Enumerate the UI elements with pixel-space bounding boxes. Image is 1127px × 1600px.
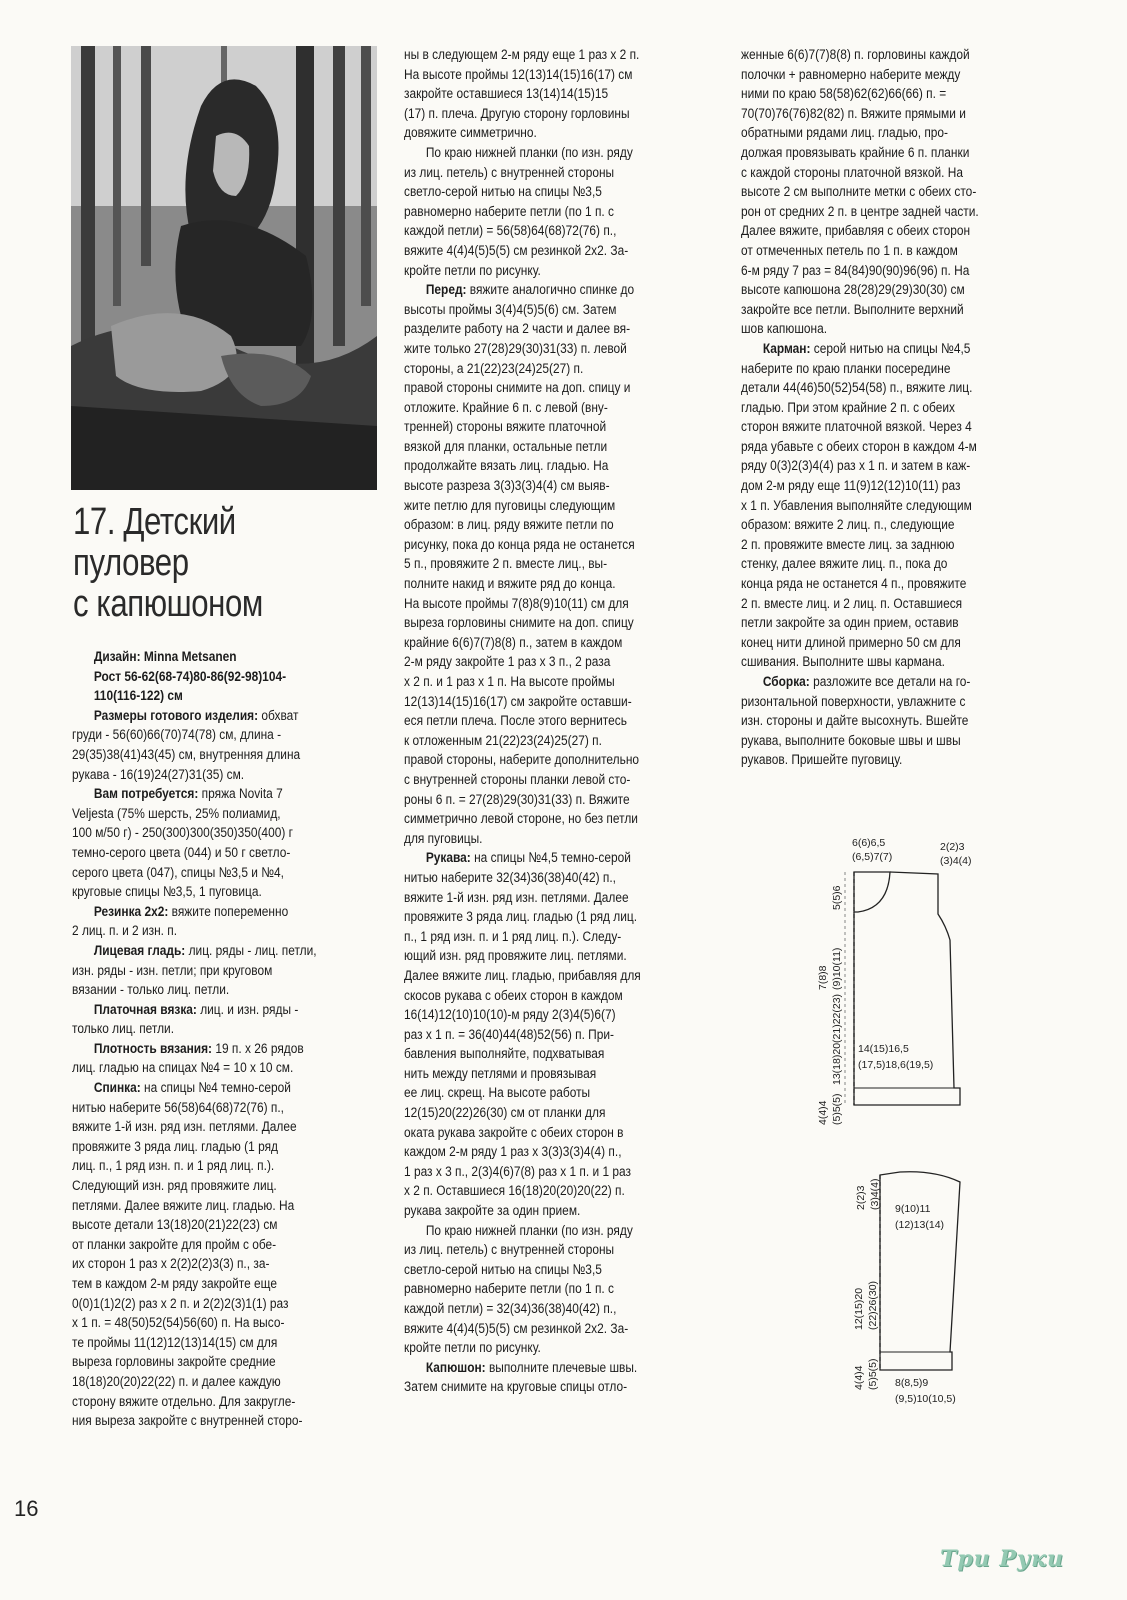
title-line-2: пуловер: [73, 542, 189, 584]
text-line: кройте петли по рисунку.: [404, 1340, 541, 1357]
text-line: от планки закройте для пройм с обе-: [72, 1236, 277, 1253]
text-line: к отложенным 21(22)23(24)25(27) п.: [404, 732, 602, 749]
text-line: закройте оставшиеся 13(14)14(15)15: [404, 86, 609, 103]
text-line: их сторон 1 раз х 2(2)2(2)3(3) п., за-: [72, 1256, 270, 1273]
sleeve-cap-label: 2(2)3: [855, 1185, 867, 1210]
article-title: [73, 502, 373, 625]
text-line: оката рукава закройте с обеих сторон в: [404, 1124, 624, 1141]
text-line: рукава - 16(19)24(27)31(35) см.: [72, 766, 245, 783]
text-line: от отмеченных петель по 1 п. в каждом: [741, 242, 958, 259]
text-line: те проймы 11(12)12(13)14(15) см для: [72, 1334, 278, 1351]
text-line: жите только 27(28)29(30)31(33) п. левой: [404, 340, 627, 357]
text-line: Дизайн: Minna Metsanen: [93, 649, 237, 665]
text-line: роны 6 п. = 27(28)29(30)31(33) п. Вяжите: [404, 791, 630, 808]
text-line: высоте детали 13(18)20(21)22(23) см: [72, 1217, 278, 1234]
text-line: Veljesta (75% шерсть, 25% полиамид,: [72, 805, 281, 822]
text-line: 12(15)20(22)26(30) см от планки для: [404, 1105, 606, 1122]
section-text: выполните плечевые швы.: [485, 1359, 638, 1376]
text-line: тем в каждом 2-м ряду закройте еще: [72, 1276, 277, 1292]
text-line: круговые спицы №3,5, 1 пуговица.: [72, 884, 262, 901]
section-text: обхват: [258, 707, 299, 724]
sleeve-rib-label-2: (5)5(5): [867, 1358, 879, 1390]
text-line: х 2 п. и 1 раз х 1 п. На высоте проймы: [404, 674, 615, 690]
text-line: высоте капюшона 28(28)29(29)30(30) см: [741, 282, 965, 299]
text-line: сшивания. Выполните швы кармана.: [741, 654, 945, 671]
text-line: ряду 0(3)2(3)4(4) раз х 1 п. и затем в каж-: [741, 458, 971, 475]
text-line: 2-м ряду закройте 1 раз х 3 п., 2 раза: [404, 654, 611, 671]
text-line: изн. ряды - изн. петли; при круговом: [72, 962, 273, 979]
text-line: 29(35)38(41)43(45) см, внутренняя длина: [72, 746, 301, 763]
text-line: сторону вяжите отдельно. Для закругле-: [72, 1393, 296, 1410]
text-column-2: [404, 46, 709, 1398]
text-line: вяжите 4(4)4(5)5(5) см резинкой 2х2. За-: [404, 1320, 629, 1337]
site-watermark: Три Руки: [940, 1546, 1064, 1572]
text-line: [404, 1359, 709, 1379]
text-line: образом: вяжите 2 лиц. п., следующие: [741, 517, 955, 534]
armhole-label: 7(8)8: [817, 965, 829, 990]
text-line: изн. стороны и дайте высохнуть. Вшейте: [741, 713, 969, 730]
section-text: разложите все детали на го-: [809, 674, 971, 690]
text-line: кройте петли по рисунку.: [404, 262, 541, 279]
text-line: довяжите симметрично.: [404, 125, 537, 142]
text-line: 2 п. вместе лиц. и 2 лиц. п. Оставшиеся: [741, 595, 963, 612]
title-line-1: 17. Детский: [73, 501, 236, 543]
text-line: нитью наберите 32(34)36(38)40(42) п.,: [404, 869, 616, 886]
section-label: Карман:: [762, 340, 811, 357]
text-line: стороны, а 21(22)23(24)25(27) п.: [404, 360, 584, 377]
text-line: дом 2-м ряду еще 11(9)12(12)10(11) раз: [741, 478, 961, 495]
text-line: высоте разреза 3(3)3(3)4(4) см выяв-: [404, 478, 610, 495]
sleeve-rib-label: 4(4)4: [853, 1365, 865, 1390]
text-line: По краю нижней планки (по изн. ряду: [425, 144, 633, 161]
section-label: Вам потребуется:: [93, 786, 199, 803]
text-line: бавления выполняйте, подхватывая: [404, 1046, 605, 1063]
section-text: на спицы №4,5 темно-серой: [470, 850, 631, 867]
body-pattern: [817, 837, 972, 1125]
text-line: каждой петли) = 56(58)64(68)72(76) п.,: [404, 223, 617, 240]
text-line: конца ряда не останется 4 п., провяжите: [741, 576, 967, 593]
section-text: лиц. ряды - лиц. петли,: [185, 942, 317, 959]
width-top-label: 14(15)16,5: [858, 1043, 909, 1055]
text-line: полните накид и вяжите ряд до конца.: [404, 576, 616, 593]
text-line: нитью наберите 56(58)64(68)72(76) п.,: [72, 1099, 284, 1116]
text-line: 70(70)76(76)82(82) п. Вяжите прямыми и: [741, 105, 966, 122]
text-line: [741, 673, 1056, 693]
text-line: вязании - только лиц. петли.: [72, 982, 230, 999]
hooded-child-photo: [71, 46, 377, 490]
neck-top-label: 6(6)6,5: [852, 837, 886, 849]
pattern-diagram: [800, 830, 1000, 1430]
text-line: с внутренней стороны планки левой сто-: [404, 771, 631, 788]
text-line: ны в следующем 2-м ряду еще 1 раз х 2 п.: [404, 47, 640, 63]
section-label: Спинка:: [93, 1080, 141, 1097]
sleeve-top-label: 9(10)11: [895, 1203, 931, 1215]
text-line: правой стороны, наберите дополнительно: [404, 752, 640, 769]
text-line: женные 6(6)7(7)8(8) п. горловины каждой: [741, 47, 970, 63]
text-line: провяжите 3 ряда лиц. гладью (1 ряд лиц.: [404, 909, 638, 926]
section-text: лиц. и изн. ряды -: [196, 1001, 299, 1018]
section-text: пряжа Novita 7: [198, 786, 283, 803]
text-line: нить между петлями и провязывая: [404, 1065, 597, 1082]
shoulder-bottom-label: (3)4(4): [940, 855, 972, 867]
section-label: Платочная вязка:: [93, 1001, 197, 1018]
section-label: Сборка:: [762, 674, 810, 690]
sleeve-cap-label-2: (3)4(4): [869, 1178, 881, 1210]
text-line: серого цвета (047), спицы №3,5 и №4,: [72, 864, 284, 881]
text-line: х 2 п. Оставшиеся 16(18)20(20)20(22) п.: [404, 1183, 625, 1200]
text-line: [741, 340, 1056, 360]
forest-photo-illustration: [71, 46, 377, 490]
text-line: 100 м/50 г) - 250(300)300(350)350(400) г: [72, 825, 293, 842]
text-line: темно-серого цвета (044) и 50 г светло-: [72, 844, 291, 861]
neck-bottom-label: (6,5)7(7): [852, 851, 893, 863]
text-line: равномерно наберите петли (по 1 п. с: [404, 1281, 614, 1298]
text-line: ними по краю 58(58)62(62)66(66) п. =: [741, 86, 947, 103]
text-line: [72, 1079, 379, 1099]
section-label: Резинка 2х2:: [93, 903, 169, 920]
width-bottom-label: (17,5)18,6(19,5): [858, 1059, 934, 1071]
text-line: выреза горловины закройте средние: [72, 1354, 276, 1371]
text-line: груди - 56(60)66(70)74(78) см, длина -: [72, 727, 282, 744]
text-line: раз х 1 п. = 36(40)44(48)52(56) п. При-: [404, 1026, 615, 1043]
text-line: х 1 п. = 48(50)52(54)56(60) п. На высо-: [72, 1315, 285, 1332]
text-line: рукавов. Пришейте пуговицу.: [741, 752, 903, 769]
section-label: Перед:: [425, 282, 467, 299]
text-line: рукава, выполните боковые швы и швы: [741, 732, 961, 749]
text-line: высоте 2 см выполните метки с обеих сто-: [741, 184, 977, 201]
text-line: 2 лиц. п. и 2 изн. п.: [72, 923, 178, 940]
text-line: с каждой стороны платочной вязкой. На: [741, 164, 963, 181]
cuff-width-label-2: (9,5)10(10,5): [895, 1393, 956, 1405]
text-line: По краю нижней планки (по изн. ряду: [425, 1222, 633, 1239]
text-line: наберите по краю планки посередине: [741, 360, 951, 377]
text-line: 18(18)20(20)22(22) п. и далее каждую: [72, 1373, 281, 1390]
section-label: Рукава:: [425, 850, 471, 867]
text-line: продолжайте вязать лиц. гладью. На: [404, 458, 609, 475]
text-line: Далее вяжите лиц. гладью, прибавляя для: [404, 967, 641, 984]
text-line: правой стороны снимите на доп. спицу и: [404, 380, 631, 397]
page-number: 16: [14, 1496, 39, 1521]
sleeve-length-label: 12(15)20: [853, 1287, 865, 1330]
text-line: вяжите 1-й изн. ряд изн. петлями. Далее: [404, 889, 629, 906]
text-line: п., 1 ряд изн. п. и 1 ряд лиц. п.). Следу-: [404, 928, 622, 945]
text-line: [404, 849, 709, 869]
text-line: для пуговицы.: [404, 830, 483, 847]
text-line: шов капюшона.: [741, 321, 828, 338]
text-line: На высоте проймы 7(8)8(9)10(11) см для: [404, 595, 629, 612]
text-line: ния выреза закройте с внутренней сторо-: [72, 1413, 303, 1430]
text-line: каждом 2-м ряду 1 раз х 3(3)3(3)4(4) п.,: [404, 1144, 622, 1161]
text-line: симметрично левой стороне, но без петли: [404, 811, 638, 828]
text-line: выреза горловины снимите на доп. спицу: [404, 615, 634, 632]
neck-depth-label: 5(5)6: [831, 885, 843, 910]
text-line: вязкой для планки, остальные петли: [404, 438, 608, 455]
text-line: светло-серой нитью на спицы №3,5: [404, 184, 602, 201]
text-column-3: [741, 46, 1056, 771]
section-label: Размеры готового изделия:: [93, 707, 259, 724]
text-line: 0(0)1(1)2(2) раз х 2 п. и 2(2)2(3)1(1) раз: [72, 1295, 289, 1312]
section-text: вяжите попеременно: [168, 903, 289, 920]
text-line: провяжите 3 ряда лиц. гладью (1 ряд: [72, 1138, 278, 1155]
shoulder-top-label: 2(2)3: [940, 841, 965, 853]
text-line: еся петли плеча. После этого вернитесь: [404, 713, 627, 730]
text-line: закройте все петли. Выполните верхний: [741, 301, 964, 318]
rib-label-2: (5)5(5): [831, 1093, 843, 1125]
section-label: Лицевая гладь:: [93, 942, 186, 959]
text-line: х 1 п. Убавления выполняйте следующим: [741, 497, 972, 514]
text-line: отложите. Крайние 6 п. с левой (вну-: [404, 399, 608, 416]
body-height-label: 13(18)20(21)22(23): [831, 993, 843, 1085]
text-line: образом: в лиц. ряду вяжите петли по: [404, 517, 614, 534]
section-label: Плотность вязания:: [93, 1040, 213, 1057]
text-line: 6-м ряду 7 раз = 84(84)90(90)96(96) п. На: [741, 262, 970, 279]
text-line: На высоте проймы 12(13)14(15)16(17) см: [404, 66, 633, 83]
text-line: из лиц. петель) с внутренней стороны: [404, 1242, 615, 1259]
section-text: на спицы №4 темно-серой: [140, 1080, 291, 1097]
sleeve-top-label-2: (12)13(14): [895, 1219, 945, 1231]
text-line: Следующий изн. ряд провяжите лиц.: [72, 1178, 277, 1195]
text-line: 1 раз х 3 п., 2(3)4(6)7(8) раз х 1 п. и 1 раз: [404, 1163, 631, 1180]
section-text: вяжите аналогично спинке до: [466, 282, 635, 299]
text-line: каждой петли) = 32(34)36(38)40(42) п.,: [404, 1301, 617, 1317]
text-line: из лиц. петель) с внутренней стороны: [404, 164, 615, 181]
section-text: 19 п. х 26 рядов: [212, 1040, 304, 1057]
text-line: сторон вяжите платочной вязкой. Через 4: [741, 419, 972, 436]
rib-label: 4(4)4: [817, 1100, 829, 1125]
text-line: лиц. п., 1 ряд изн. п. и 1 ряд лиц. п.).: [72, 1158, 275, 1175]
text-line: равномерно наберите петли (по 1 п. с: [404, 203, 614, 220]
text-line: гладью. При этом крайние 2 п. с обеих: [741, 399, 955, 416]
text-line: высоты проймы 3(4)4(5)5(6) см. Затем: [404, 301, 617, 318]
text-line: 2 п. провяжите вместе лиц. за заднюю: [741, 536, 955, 553]
text-column-1: [72, 648, 379, 1432]
text-line: рукава закройте за один прием.: [404, 1203, 581, 1220]
text-line: [72, 785, 379, 805]
text-line: ризонтальной поверхности, увлажните с: [741, 693, 966, 710]
text-line: детали 44(46)50(52)54(58) п., вяжите лиц.: [741, 380, 973, 397]
text-line: ряда убавьте с обеих сторон в каждом 4-м: [741, 438, 977, 455]
text-line: светло-серой нитью на спицы №3,5: [404, 1261, 602, 1278]
text-line: вяжите 1-й изн. ряд изн. петлями. Далее: [72, 1119, 297, 1136]
text-line: конец нити длиной примерно 50 см для: [741, 634, 961, 651]
text-line: 5 п., провяжите 2 п. вместе лиц., вы-: [404, 556, 608, 573]
section-label: Капюшон:: [425, 1359, 486, 1376]
cuff-width-label: 8(8,5)9: [895, 1377, 929, 1389]
text-line: должая провязывать крайние 6 п. планки: [741, 144, 970, 161]
text-line: полочки + равномерно наберите между: [741, 66, 961, 83]
text-line: Далее вяжите, прибавляя с обеих сторон: [741, 223, 971, 240]
text-line: 12(13)14(15)16(17) см закройте оставши-: [404, 693, 632, 710]
title-line-3: с капюшоном: [73, 583, 263, 625]
text-line: [72, 903, 379, 923]
text-line: [72, 1040, 379, 1060]
armhole-label-2: (9)10(11): [831, 947, 843, 990]
text-line: вяжите 4(4)4(5)5(5) см резинкой 2х2. За-: [404, 242, 629, 259]
text-line: стенку, далее вяжите лиц. п., пока до: [741, 556, 948, 573]
text-line: рисунку, пока до конца ряда не останется: [404, 536, 635, 553]
sleeve-pattern: [853, 1172, 960, 1405]
text-line: крайние 6(6)7(7)8(8) п., затем в каждом: [404, 634, 623, 651]
section-text: серой нитью на спицы №4,5: [810, 340, 971, 357]
text-line: Затем снимите на круговые спицы отло-: [404, 1379, 628, 1396]
text-line: 16(14)12(10)10(10)-м ряду 2(3)4(5)6(7): [404, 1007, 616, 1024]
text-line: 110(116-122) см: [93, 688, 183, 705]
text-line: [72, 707, 379, 727]
text-line: обратными рядами лиц. гладью, про-: [741, 125, 949, 142]
text-line: петлями. Далее вяжите лиц. гладью. На: [72, 1197, 295, 1214]
text-line: только лиц. петли.: [72, 1021, 175, 1038]
sleeve-length-label-2: (22)26(30): [867, 1280, 879, 1330]
text-line: ющий изн. ряд провяжите лиц. петлями.: [404, 948, 627, 965]
text-line: [404, 281, 709, 301]
text-line: [72, 942, 379, 962]
text-line: петли закройте за один прием, оставив: [741, 615, 959, 632]
text-line: лиц. гладью на спицах №4 = 10 х 10 см.: [72, 1060, 294, 1077]
text-line: Рост 56-62(68-74)80-86(92-98)104-: [93, 668, 287, 685]
text-line: ее лиц. скрещ. На высоте работы: [404, 1085, 591, 1102]
text-line: тренней) стороны вяжите платочной: [404, 419, 607, 436]
text-line: [72, 1001, 379, 1021]
text-line: рон от средних 2 п. в центре задней части.: [741, 203, 979, 220]
text-line: скосов рукава с обеих сторон в каждом: [404, 987, 623, 1004]
text-line: жите петлю для пуговицы следующим: [404, 497, 616, 514]
text-line: разделите работу на 2 части и далее вя-: [404, 321, 631, 338]
text-line: (17) п. плеча. Другую сторону горловины: [404, 105, 630, 122]
